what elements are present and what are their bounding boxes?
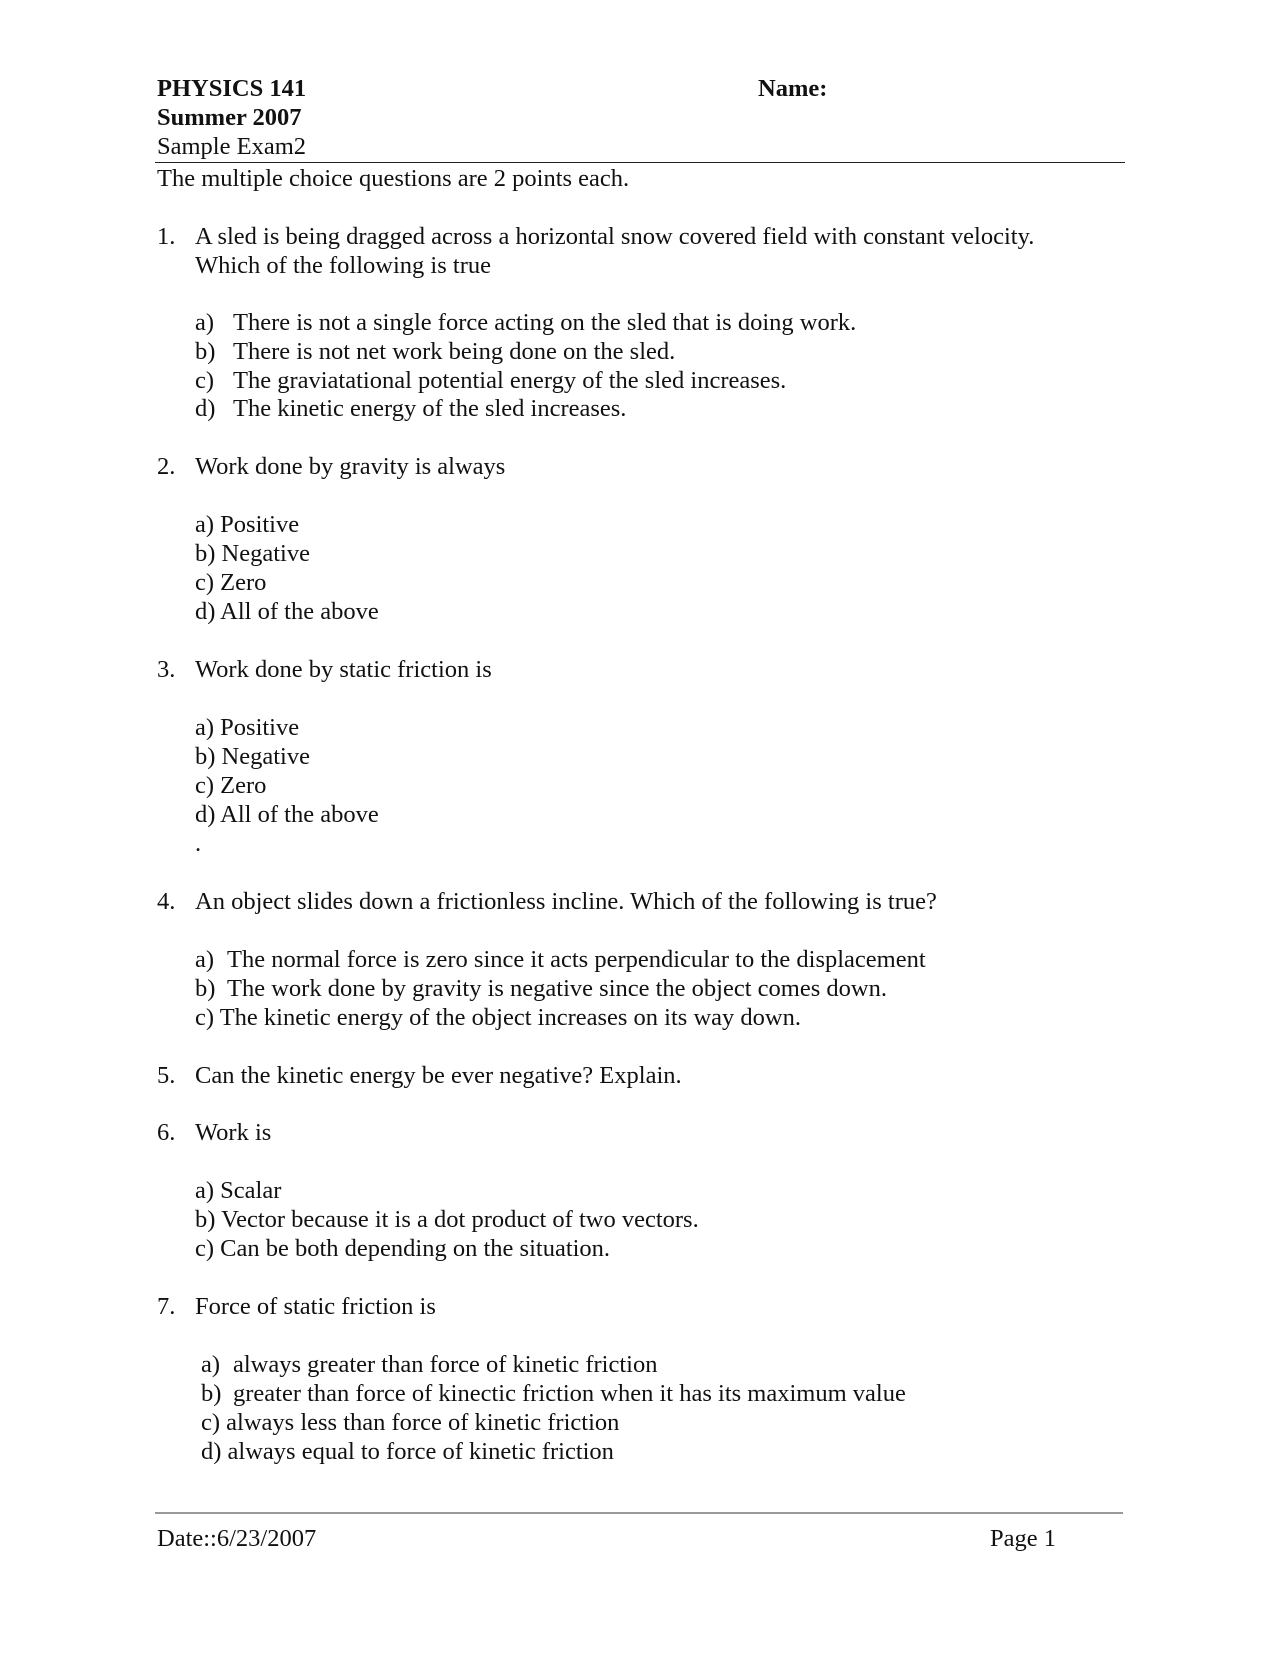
option-text: c) The kinetic energy of the object increases on its way down. xyxy=(195,1004,801,1031)
question-text: Which of the following is true xyxy=(195,252,491,279)
option-text: b) Negative xyxy=(195,743,310,770)
footer-date: Date::6/23/2007 xyxy=(157,1525,317,1552)
stray-mark: . xyxy=(195,830,202,857)
option-text: c) always less than force of kinetic friction xyxy=(201,1409,620,1436)
option-text: greater than force of kinectic friction when it has its maximum value xyxy=(233,1380,906,1407)
question-text: Force of static friction is xyxy=(195,1293,436,1320)
question-number: 7. xyxy=(157,1293,176,1320)
option-text: The kinetic energy of the sled increases. xyxy=(233,395,627,422)
question-text: Work done by gravity is always xyxy=(195,453,506,480)
question-text: Work is xyxy=(195,1119,272,1146)
question-number: 6. xyxy=(157,1119,176,1146)
question-number: 4. xyxy=(157,888,176,915)
question-text: A sled is being dragged across a horizontal snow covered field with constant velocity. xyxy=(195,223,1035,250)
option-letter: d) xyxy=(195,395,216,422)
option-text: c) Zero xyxy=(195,569,267,596)
option-text: b) Vector because it is a dot product of two vectors. xyxy=(195,1206,699,1233)
option-letter: b) xyxy=(195,338,216,365)
option-text: b) Negative xyxy=(195,540,310,567)
option-letter: a) xyxy=(195,309,215,336)
question-number: 1. xyxy=(157,223,176,250)
question-text: Can the kinetic energy be ever negative? Explain. xyxy=(195,1062,682,1089)
question-number: 3. xyxy=(157,656,176,683)
term-label: Summer 2007 xyxy=(157,104,302,131)
name-label: Name: xyxy=(758,75,828,102)
option-text: a) Positive xyxy=(195,511,300,538)
option-text: d) All of the above xyxy=(195,598,379,625)
option-text: c) Zero xyxy=(195,772,267,799)
exam-title: Sample Exam2 xyxy=(157,133,307,160)
header-divider xyxy=(155,162,1125,163)
option-letter: c) xyxy=(195,367,215,394)
course-title: PHYSICS 141 xyxy=(157,75,307,102)
option-text: The graviatational potential energy of the sled increases. xyxy=(233,367,787,394)
option-letter: a) xyxy=(195,946,215,973)
option-text: a) Positive xyxy=(195,714,300,741)
footer-divider xyxy=(155,1512,1123,1514)
option-text: d) All of the above xyxy=(195,801,379,828)
option-text: The normal force is zero since it acts perpendicular to the displacement xyxy=(227,946,926,973)
option-text: c) Can be both depending on the situation. xyxy=(195,1235,611,1262)
question-number: 5. xyxy=(157,1062,176,1089)
option-letter: b) xyxy=(201,1380,222,1407)
question-text: An object slides down a frictionless incline. Which of the following is true? xyxy=(195,888,937,915)
option-letter: a) xyxy=(201,1351,221,1378)
option-letter: b) xyxy=(195,975,216,1002)
question-number: 2. xyxy=(157,453,176,480)
option-text: There is not a single force acting on the sled that is doing work. xyxy=(233,309,857,336)
option-text: The work done by gravity is negative since the object comes down. xyxy=(227,975,887,1002)
option-text: d) always equal to force of kinetic friction xyxy=(201,1438,614,1465)
option-text: a) Scalar xyxy=(195,1177,282,1204)
instructions: The multiple choice questions are 2 points each. xyxy=(157,165,630,192)
question-text: Work done by static friction is xyxy=(195,656,492,683)
page-number: Page 1 xyxy=(990,1525,1056,1552)
option-text: There is not net work being done on the sled. xyxy=(233,338,676,365)
option-text: always greater than force of kinetic friction xyxy=(233,1351,658,1378)
